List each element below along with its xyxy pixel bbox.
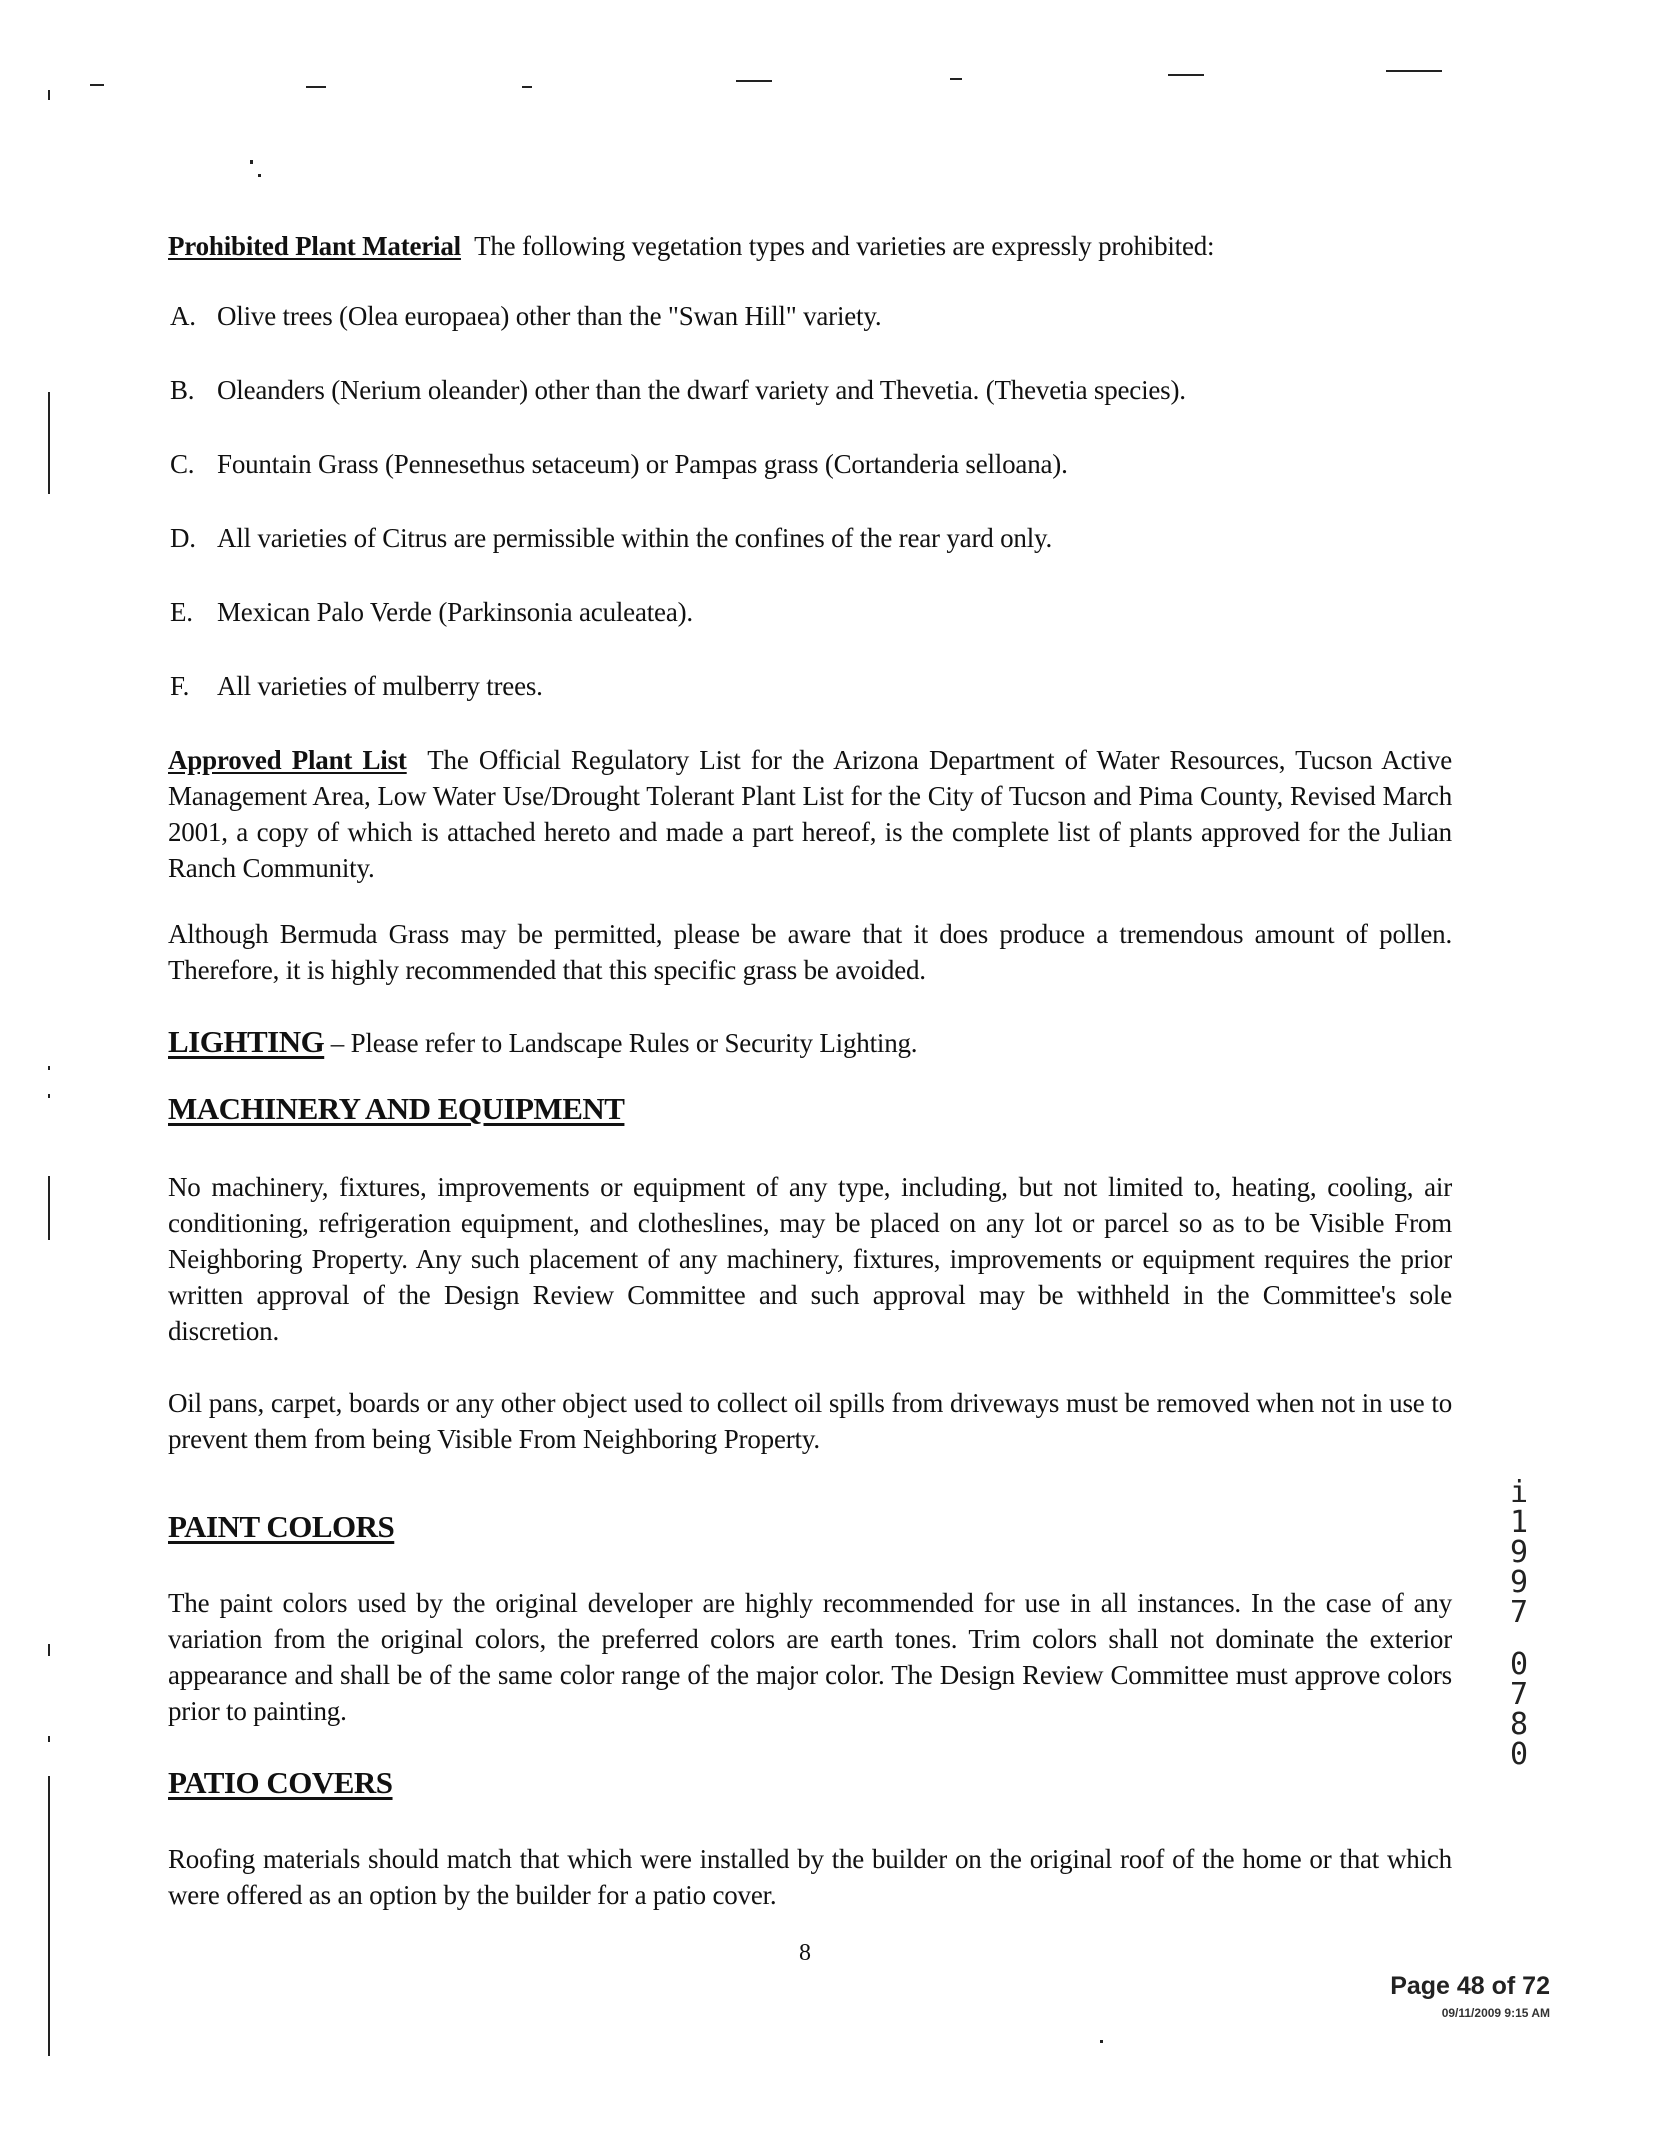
scan-mark — [48, 1066, 50, 1070]
list-item-text: All varieties of Citrus are permissible within the confines of the rear yard only. — [217, 523, 1053, 553]
patio-covers-heading: PATIO COVERS — [168, 1765, 393, 1800]
machinery-paragraph-1: No machinery, fixtures, improvements or equipment of any type, including, but not limited to, heating, cooling, air conditioning, refrigeration equipment, and clotheslines, may be placed on any lot or parcel so as to be Visible From Neighboring Property. Any such placement of any machinery, fixtures, improvements or equipment requires the prior written approval of the Design Review Committee and such approval may be withheld in the Committee's sole discretion. — [168, 1172, 1452, 1346]
scan-mark — [1168, 74, 1204, 76]
stamp-digit: 1 — [1509, 1505, 1529, 1540]
list-item-letter: B. — [170, 375, 195, 405]
list-item — [170, 520, 1452, 556]
machinery-heading: MACHINERY AND EQUIPMENT — [168, 1091, 625, 1126]
stamp-digit: 0 — [1509, 1737, 1529, 1772]
scan-mark — [250, 160, 253, 164]
list-item — [170, 446, 1452, 482]
list-item-text: Mexican Palo Verde (Parkinsonia aculeatea). — [217, 597, 693, 627]
prohibited-plant-list — [168, 298, 1452, 704]
list-item — [170, 594, 1452, 630]
scan-mark — [48, 1736, 50, 1742]
approved-plant-text: The Official Regulatory List for the Arizona Department of Water Resources, Tucson Active Management Area, Low Water Use/Drought Tolerant Plant List for the City of Tucson and Pima County, Revised March 2001, a copy of which is attached hereto and made a part hereof, is the complete list of plants approved for the Julian Ranch Community. — [168, 745, 1452, 883]
scan-mark — [90, 84, 104, 86]
list-item-text: Fountain Grass (Pennesethus setaceum) or Pampas grass (Cortanderia selloana). — [217, 449, 1068, 479]
scan-mark — [1386, 70, 1442, 72]
lighting-heading: LIGHTING — [168, 1024, 325, 1059]
list-item — [170, 298, 1452, 334]
approved-plant-heading: Approved Plant List — [168, 745, 407, 775]
scan-mark — [258, 174, 261, 177]
list-item-letter: E. — [170, 597, 193, 627]
scan-mark — [48, 392, 50, 494]
footer-page-label: Page 48 of 72 — [1390, 1972, 1550, 2000]
scan-mark — [48, 1776, 50, 2056]
scan-mark — [522, 86, 532, 88]
stamp-digit: 0 — [1509, 1647, 1529, 1682]
stamp-digit: 8 — [1509, 1707, 1529, 1742]
scan-mark — [1100, 2040, 1103, 2043]
scan-mark — [48, 90, 50, 100]
list-item-text: Olive trees (Olea europaea) other than the "Swan Hill" variety. — [217, 301, 882, 331]
scan-mark — [48, 1644, 50, 1656]
list-item-letter: C. — [170, 449, 195, 479]
stamp-digit: 7 — [1509, 1595, 1529, 1630]
list-item-text: All varieties of mulberry trees. — [217, 671, 543, 701]
page-number: 8 — [799, 1940, 811, 1966]
list-item — [170, 668, 1452, 704]
stamp-digit: 9 — [1509, 1535, 1529, 1570]
prohibited-plant-intro: The following vegetation types and varieties are expressly prohibited: — [474, 231, 1215, 261]
lighting-paragraph — [168, 1024, 1452, 1061]
paint-colors-paragraph: The paint colors used by the original developer are highly recommended for use in all instances. In the case of any variation from the original colors, the preferred colors are earth tones. Trim colors shall not dominate the exterior appearance and shall be of the same color range of the major color. The Design Review Committee must approve colors prior to painting. — [168, 1588, 1452, 1726]
list-item-letter: A. — [170, 301, 196, 331]
stamp-digit: 9 — [1509, 1565, 1529, 1600]
paint-colors-heading: PAINT COLORS — [168, 1509, 395, 1544]
scan-mark — [48, 1094, 50, 1098]
patio-covers-paragraph: Roofing materials should match that which were installed by the builder on the original roof of the home or that which were offered as an option by the builder for a patio cover. — [168, 1844, 1452, 1910]
list-item-text: Oleanders (Nerium oleander) other than the dwarf variety and Thevetia. (Thevetia species). — [217, 375, 1186, 405]
bermuda-paragraph: Although Bermuda Grass may be permitted, please be aware that it does produce a tremendous amount of pollen. Therefore, it is highly recommended that this specific grass be avoided. — [168, 919, 1452, 985]
list-item — [170, 372, 1452, 408]
prohibited-plant-paragraph — [168, 228, 1452, 264]
prohibited-plant-heading: Prohibited Plant Material — [168, 231, 461, 261]
scan-mark — [736, 80, 772, 82]
recording-stamp — [1504, 1475, 1534, 1772]
scan-mark — [48, 1176, 50, 1240]
document-body — [168, 228, 1452, 1913]
scan-mark — [950, 78, 962, 80]
list-item-letter: F. — [170, 671, 190, 701]
lighting-text: – Please refer to Landscape Rules or Security Lighting. — [324, 1028, 918, 1058]
footer-timestamp: 09/11/2009 9:15 AM — [1441, 2006, 1550, 2020]
machinery-paragraph-2: Oil pans, carpet, boards or any other object used to collect oil spills from driveways must be removed when not in use to prevent them from being Visible From Neighboring Property. — [168, 1388, 1452, 1454]
scan-mark — [306, 86, 326, 88]
approved-plant-paragraph — [168, 742, 1452, 886]
list-item-letter: D. — [170, 523, 196, 553]
stamp-digit: i — [1509, 1475, 1529, 1510]
stamp-digit: 7 — [1509, 1677, 1529, 1712]
